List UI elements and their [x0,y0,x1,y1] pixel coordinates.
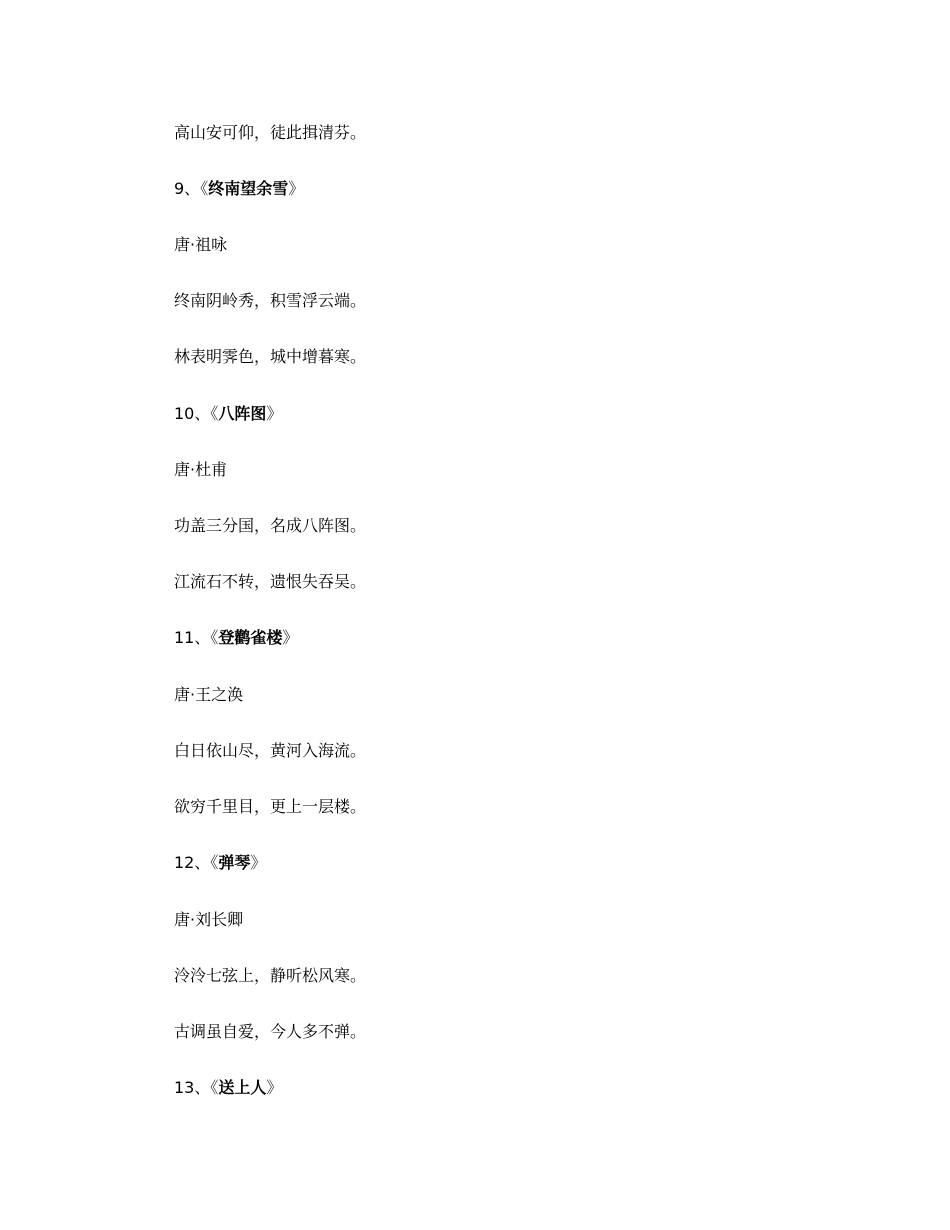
poem-verse-line: 高山安可仰，徒此揖清芬。 [174,123,367,142]
poem-number: 10、 [174,404,211,423]
title-close-bracket: 》 [266,1078,283,1097]
poem-verse-line: 功盖三分国，名成八阵图。 [174,516,367,535]
poem-title: 登鹳雀楼 [218,628,283,647]
title-close-bracket: 》 [250,853,267,872]
title-close-bracket: 》 [288,179,305,198]
poem-verse-line: 泠泠七弦上，静听松风寒。 [174,966,367,985]
poem-verse-line: 古调虽自爱，今人多不弹。 [174,1022,367,1041]
poem-heading [174,177,304,201]
title-close-bracket: 》 [282,628,299,647]
poem-verse-line: 白日依山尽，黄河入海流。 [174,741,367,760]
poem-verse-line: 欲穷千里目，更上一层楼。 [174,797,367,816]
poem-title: 八阵图 [218,404,267,423]
poem-heading [174,402,282,426]
poem-heading [174,851,266,875]
poem-author: 唐·刘长卿 [174,910,244,929]
poem-title: 终南望余雪 [208,179,289,198]
title-close-bracket: 》 [266,404,283,423]
title-open-bracket: 《 [210,404,219,423]
poem-verse-line: 终南阴岭秀，积雪浮云端。 [174,291,367,310]
poem-title: 送上人 [218,1078,267,1097]
poem-title: 弹琴 [218,853,251,872]
title-open-bracket: 《 [210,628,219,647]
poem-author: 唐·王之涣 [174,685,244,704]
title-open-bracket: 《 [200,179,209,198]
poem-author: 唐·杜甫 [174,460,228,479]
poem-author: 唐·祖咏 [174,235,228,254]
poem-verse-line: 林表明霁色，城中增暮寒。 [174,347,367,366]
poem-heading [174,1076,282,1100]
poem-heading [174,626,298,650]
title-open-bracket: 《 [210,853,219,872]
title-open-bracket: 《 [210,1078,219,1097]
poem-verse-line: 江流石不转，遗恨失吞吴。 [174,572,367,591]
poem-number: 11、 [174,628,211,647]
poem-number: 9、 [174,179,201,198]
poem-number: 13、 [174,1078,211,1097]
poem-number: 12、 [174,853,211,872]
